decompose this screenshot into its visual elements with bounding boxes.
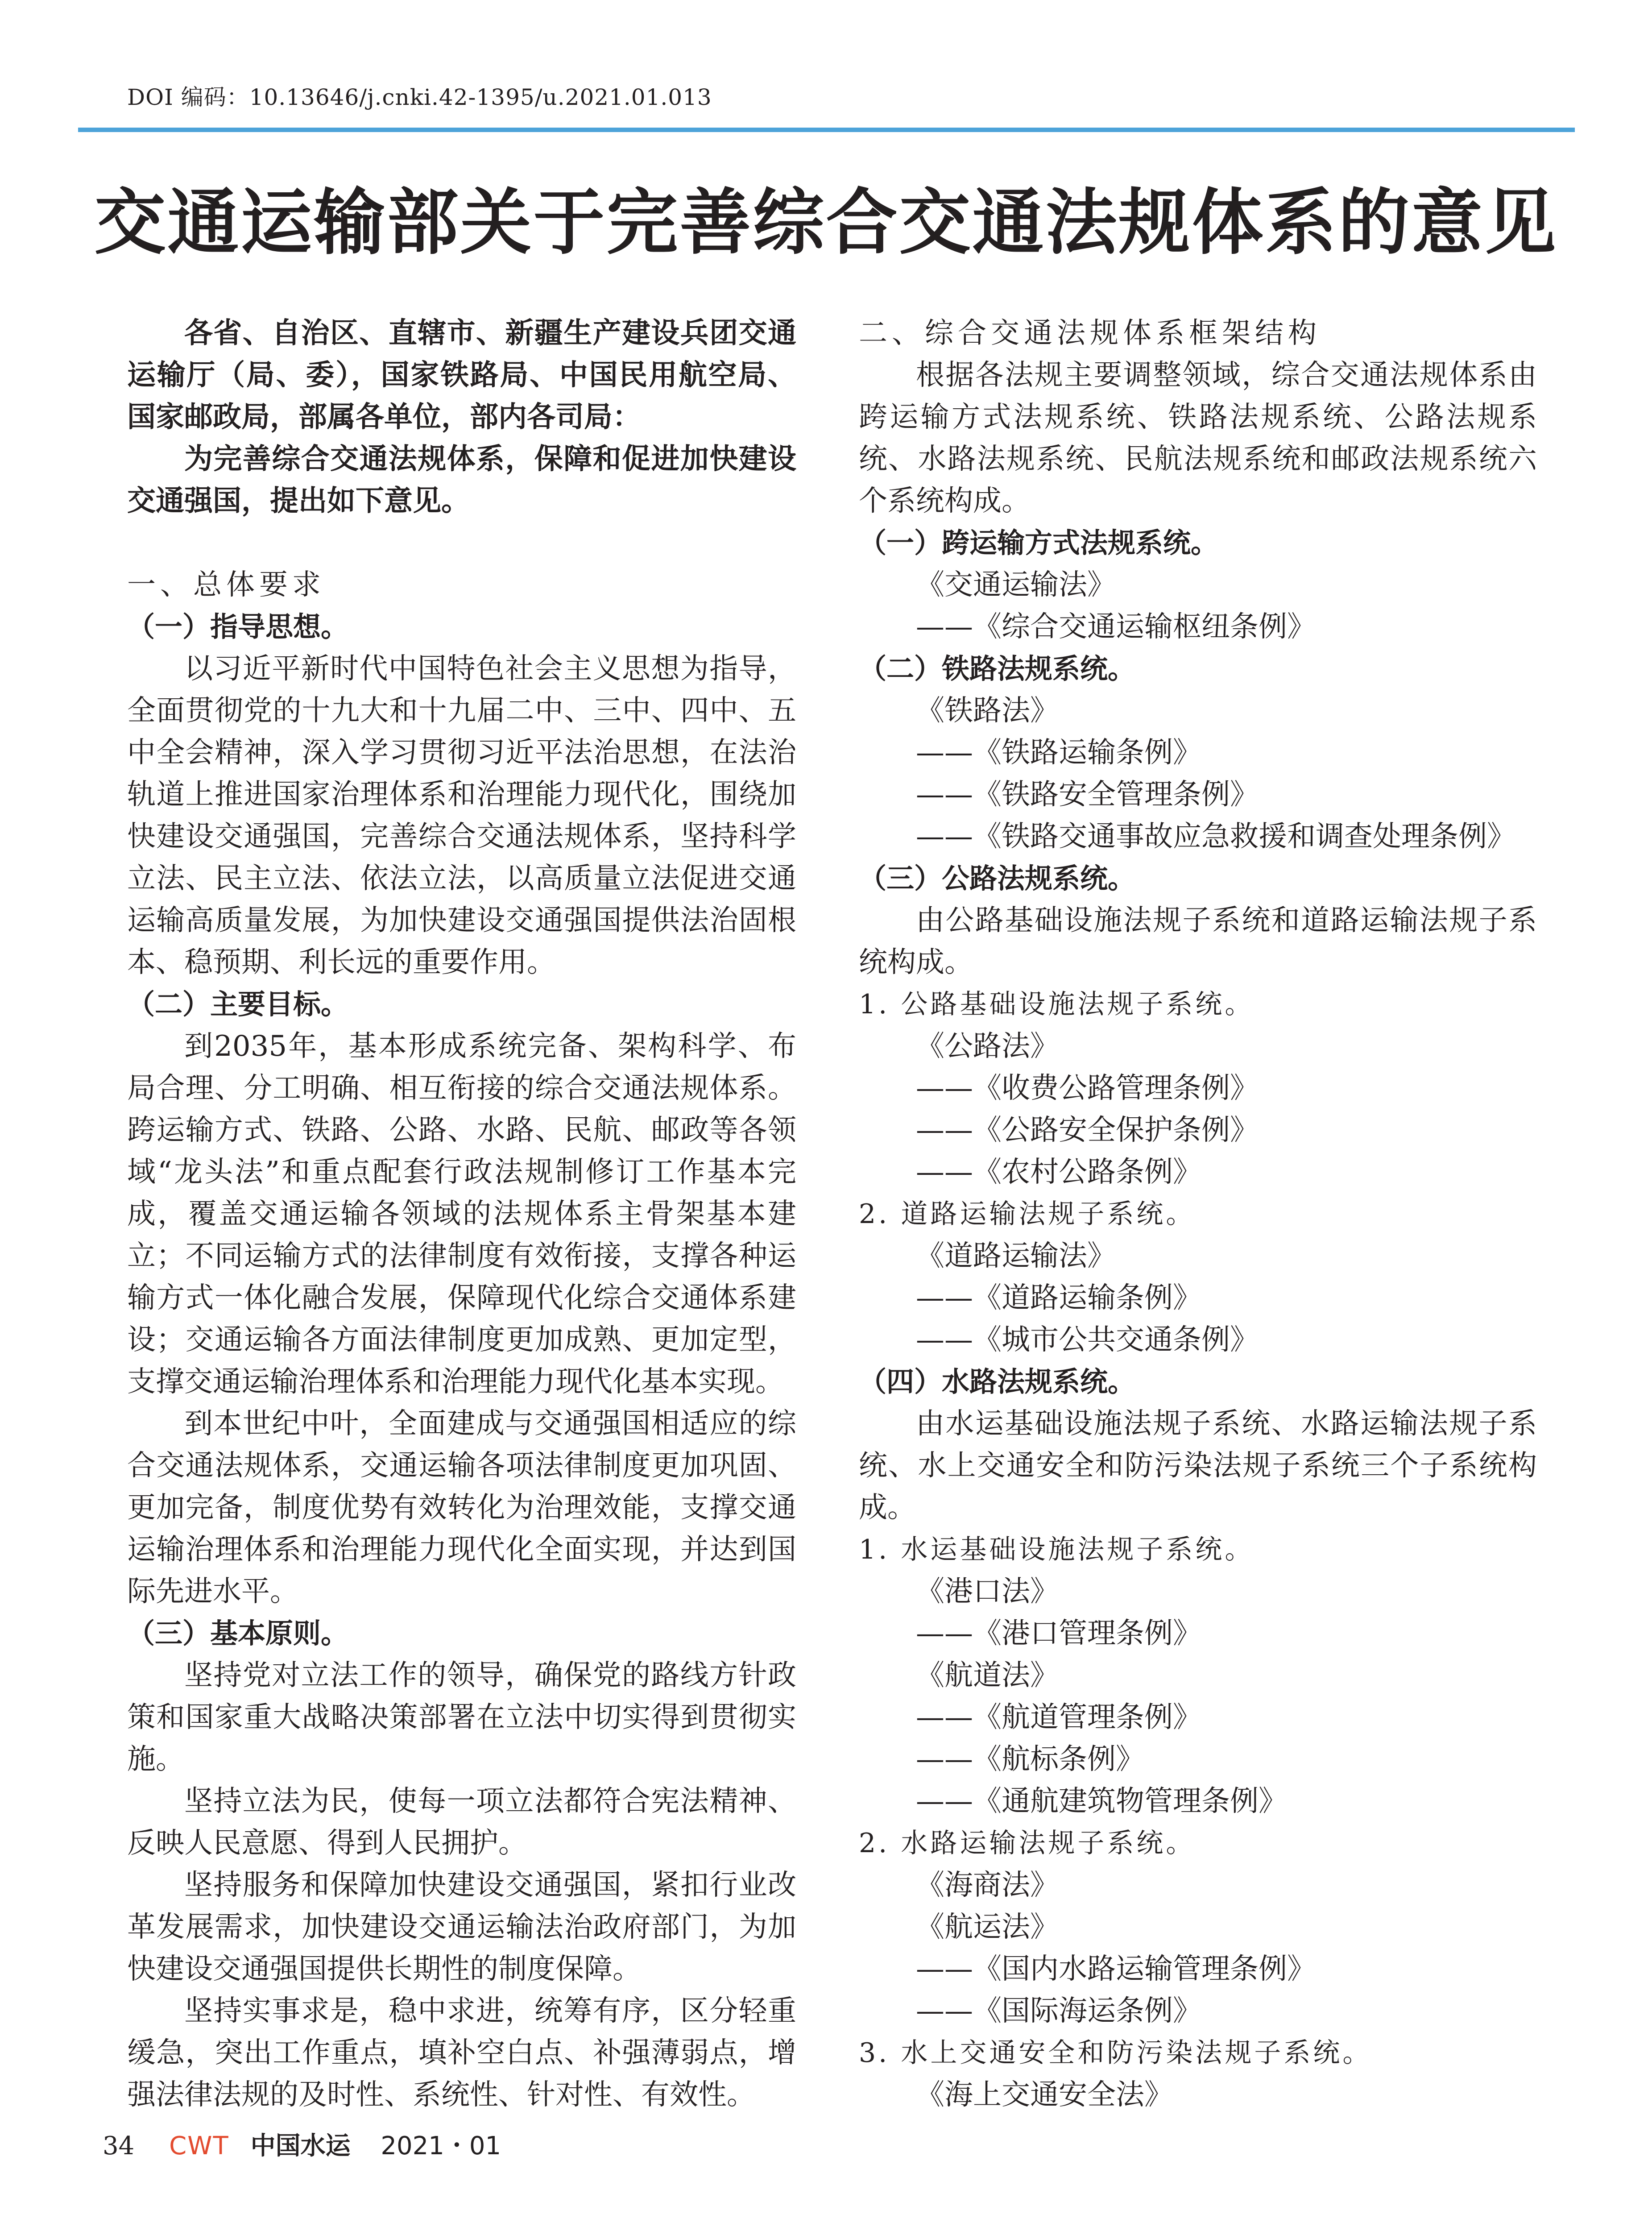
- subheading-guiding-thought: （一）指导思想。: [127, 610, 349, 643]
- right-column: [859, 312, 1537, 2116]
- magazine-name: 中国水运: [250, 2131, 351, 2161]
- salutation: 各省、自治区、直辖市、新疆生产建设兵团交通运输厅（局、委），国家铁路局、中国民用航空局、国家邮政局，部属各单位，部内各司局：: [127, 316, 796, 434]
- intro-paragraph: 为完善综合交通法规体系，保障和促进加快建设交通强国，提出如下意见。: [127, 442, 796, 518]
- article-title: 交通运输部关于完善综合交通法规体系的意见: [94, 180, 1558, 264]
- law-item: ——《铁路运输条例》: [916, 736, 1201, 769]
- paragraph: 坚持立法为民，使每一项立法都符合宪法精神、反映人民意愿、得到人民拥护。: [127, 1785, 796, 1860]
- subheading-main-goals: （二）主要目标。: [127, 988, 349, 1020]
- law-item: 《航道法》: [916, 1659, 1059, 1692]
- law-item: ——《铁路交通事故应急救援和调查处理条例》: [916, 820, 1515, 853]
- subsystem-heading: 1. 公路基础设施法规子系统。: [859, 989, 1255, 1020]
- law-item: ——《公路安全保护条例》: [916, 1114, 1259, 1147]
- law-item: ——《道路运输条例》: [916, 1281, 1201, 1315]
- left-column: [127, 312, 796, 2116]
- subheading-highway: （三）公路法规系统。: [859, 862, 1136, 895]
- section-heading-2: 二、综合交通法规体系框架结构: [859, 317, 1321, 350]
- paragraph: 到本世纪中叶，全面建成与交通强国相适应的综合交通法规体系，交通运输各项法律制度更加巩固、更加完备，制度优势有效转化为治理效能，支撑交通运输治理体系和治理能力现代化全面实现，并达到国际先进水平。: [127, 1407, 796, 1608]
- law-item: ——《收费公路管理条例》: [916, 1072, 1259, 1105]
- law-item: ——《国际海运条例》: [916, 1995, 1201, 2028]
- law-item: ——《国内水路运输管理条例》: [916, 1953, 1316, 1986]
- paragraph: 以习近平新时代中国特色社会主义思想为指导，全面贯彻党的十九大和十九届二中、三中、四中、五中全会精神，深入学习贯彻习近平法治思想，在法治轨道上推进国家治理体系和治理能力现代化，围绕加快建设交通强国，完善综合交通法规体系，坚持科学立法、民主立法、依法立法，以高质量立法促进交通运输高质量发展，为加快建设交通强国提供法治固根本、稳预期、利长远的重要作用。: [127, 652, 796, 979]
- subsystem-heading: 3. 水上交通安全和防污染法规子系统。: [859, 2037, 1372, 2069]
- paragraph: 根据各法规主要调整领域，综合交通法规体系由跨运输方式法规系统、铁路法规系统、公路法规系统、水路法规系统、民航法规系统和邮政法规系统六个系统构成。: [859, 359, 1537, 518]
- law-item: 《道路运输法》: [916, 1240, 1116, 1273]
- law-item: ——《航道管理条例》: [916, 1701, 1201, 1734]
- subheading-waterway: （四）水路法规系统。: [859, 1365, 1136, 1398]
- paragraph: 坚持党对立法工作的领导，确保党的路线方针政策和国家重大战略决策部署在立法中切实得到贯彻实施。: [127, 1659, 796, 1776]
- section-heading-1: 一、总体要求: [127, 568, 325, 601]
- spacer: [127, 522, 796, 564]
- doi-line: DOI 编码：10.13646/j.cnki.42-1395/u.2021.01.013: [127, 84, 712, 110]
- issue-number: 2021・01: [381, 2131, 501, 2161]
- law-item: 《公路法》: [916, 1030, 1059, 1063]
- law-item: ——《通航建筑物管理条例》: [916, 1785, 1287, 1818]
- law-item: ——《综合交通运输枢纽条例》: [916, 610, 1316, 643]
- subheading-basic-principles: （三）基本原则。: [127, 1617, 349, 1650]
- paragraph: 坚持服务和保障加快建设交通强国，紧扣行业改革发展需求，加快建设交通运输法治政府部门，为加快建设交通强国提供长期性的制度保障。: [127, 1869, 796, 1986]
- law-item: 《交通运输法》: [916, 568, 1116, 601]
- law-item: ——《港口管理条例》: [916, 1617, 1201, 1650]
- law-item: 《港口法》: [916, 1575, 1059, 1608]
- page-footer: [103, 2126, 501, 2162]
- law-item: ——《铁路安全管理条例》: [916, 778, 1259, 811]
- paragraph: 由水运基础设施法规子系统、水路运输法规子系统、水上交通安全和防污染法规子系统三个子系统构成。: [859, 1407, 1537, 1524]
- subsystem-heading: 2. 道路运输法规子系统。: [859, 1198, 1196, 1230]
- subsystem-heading: 1. 水运基础设施法规子系统。: [859, 1534, 1255, 1565]
- paragraph: 由公路基础设施法规子系统和道路运输法规子系统构成。: [859, 904, 1537, 979]
- law-item: 《海上交通安全法》: [916, 2078, 1173, 2111]
- page-number: 34: [103, 2131, 135, 2161]
- subsystem-heading: 2. 水路运输法规子系统。: [859, 1828, 1196, 1859]
- law-item: ——《航标条例》: [916, 1743, 1144, 1776]
- subheading-railway: （二）铁路法规系统。: [859, 652, 1136, 685]
- law-item: 《航运法》: [916, 1911, 1059, 1944]
- header-rule: [78, 128, 1575, 132]
- law-item: 《铁路法》: [916, 694, 1059, 727]
- brand-logo: CWT: [169, 2131, 229, 2161]
- law-item: ——《农村公路条例》: [916, 1156, 1201, 1189]
- paragraph: 坚持实事求是，稳中求进，统筹有序，区分轻重缓急，突出工作重点，填补空白点、补强薄弱点，增强法律法规的及时性、系统性、针对性、有效性。: [127, 1995, 796, 2111]
- law-item: 《海商法》: [916, 1869, 1059, 1902]
- paragraph: 到2035年，基本形成系统完备、架构科学、布局合理、分工明确、相互衔接的综合交通法规体系。跨运输方式、铁路、公路、水路、民航、邮政等各领域“龙头法”和重点配套行政法规制修订工作基本完成，覆盖交通运输各领域的法规体系主骨架基本建立；不同运输方式的法律制度有效衔接，支撑各种运输方式一体化融合发展，保障现代化综合交通体系建设；交通运输各方面法律制度更加成熟、更加定型，支撑交通运输治理体系和治理能力现代化基本实现。: [127, 1030, 796, 1398]
- subheading-cross-mode: （一）跨运输方式法规系统。: [859, 527, 1219, 559]
- law-item: ——《城市公共交通条例》: [916, 1323, 1259, 1356]
